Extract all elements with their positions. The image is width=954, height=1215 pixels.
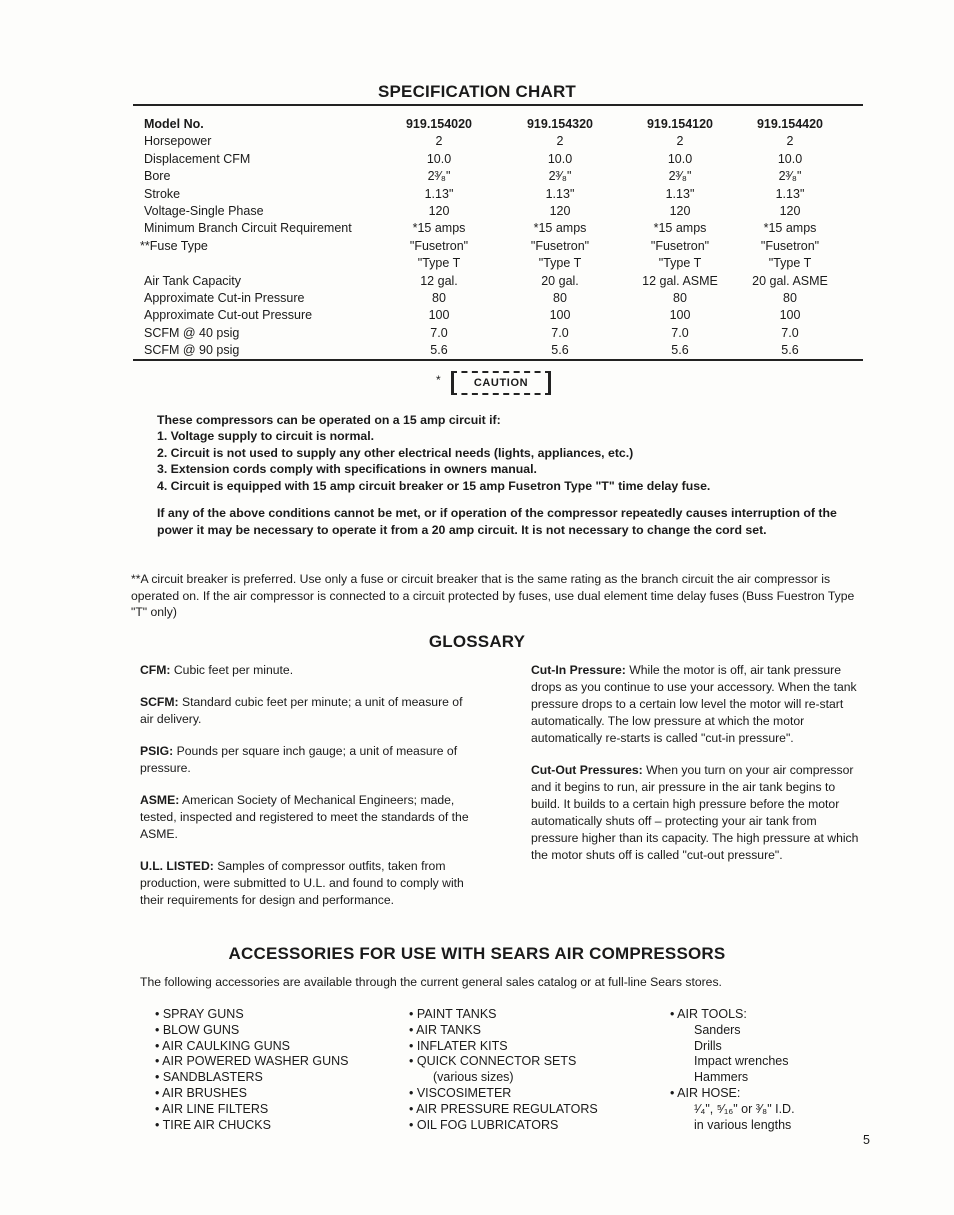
- spec-value: "Fusetron": [530, 238, 590, 253]
- spec-row: [140, 220, 844, 237]
- caution-conditions-list: [157, 428, 710, 494]
- accessory-subitem: Drills: [694, 1038, 722, 1053]
- glossary-entry: [140, 792, 470, 843]
- spec-value: 120: [549, 204, 571, 219]
- accessory-item: • TIRE AIR CHUCKS: [155, 1117, 271, 1132]
- accessories-column: [409, 1007, 598, 1133]
- spec-value: 10.0: [777, 151, 803, 166]
- spec-table: [140, 116, 844, 360]
- spec-value: 7.0: [781, 325, 799, 340]
- glossary-definition: Samples of compressor outfits, taken from production, were submitted to U.L. and found to comply with their requirements for design and performance.: [140, 859, 464, 907]
- spec-value: *15 amps: [763, 221, 817, 236]
- caution-condition: 3. Extension cords comply with specifications in owners manual.: [157, 462, 537, 476]
- spec-value: 5.6: [671, 343, 689, 358]
- caution-label-box: CAUTION: [451, 371, 551, 395]
- spec-row: [140, 273, 844, 290]
- spec-row-label: SCFM @ 90 psig: [144, 343, 240, 358]
- glossary-entry: [140, 662, 470, 679]
- accessories-column: [670, 1007, 795, 1133]
- accessory-item: • AIR CAULKING GUNS: [155, 1038, 290, 1053]
- caution-condition: 2. Circuit is not used to supply any other electrical needs (lights, appliances, etc.): [157, 445, 634, 460]
- accessory-item: • AIR POWERED WASHER GUNS: [155, 1054, 349, 1069]
- spec-value: "Type T: [658, 256, 702, 271]
- spec-value: 120: [779, 204, 801, 219]
- glossary-term: Cut-In Pressure:: [531, 663, 626, 677]
- glossary-term: PSIG:: [140, 744, 174, 758]
- glossary-right-column: [531, 662, 863, 879]
- spec-bottom-rule: [133, 359, 863, 361]
- accessory-subitem: Sanders: [694, 1022, 741, 1037]
- spec-value: "Fusetron": [650, 238, 710, 253]
- spec-value: 2³⁄₈": [548, 169, 572, 184]
- spec-value: "Type T: [417, 256, 461, 271]
- accessory-item: • INFLATER KITS: [409, 1038, 508, 1053]
- spec-value: 80: [783, 291, 797, 306]
- accessory-item: • QUICK CONNECTOR SETS: [409, 1054, 577, 1069]
- spec-value: "Fusetron": [760, 238, 820, 253]
- accessory-subitem: (various sizes): [433, 1070, 514, 1085]
- spec-row: [140, 203, 844, 220]
- spec-row: [140, 342, 844, 359]
- spec-value: 12 gal.: [420, 273, 458, 288]
- spec-row: [140, 238, 844, 255]
- accessories-column: [155, 1007, 349, 1133]
- spec-value: 10.0: [547, 151, 573, 166]
- accessories-intro: The following accessories are available through the current general sales catalog or at full-line Sears stores.: [140, 975, 722, 989]
- spec-row-label: Voltage-Single Phase: [144, 204, 264, 219]
- spec-value: 10.0: [426, 151, 452, 166]
- glossary-title: GLOSSARY: [428, 632, 526, 651]
- glossary-definition: Cubic feet per minute.: [173, 663, 294, 677]
- spec-row: [140, 168, 844, 185]
- glossary-entry: [531, 662, 863, 747]
- spec-value: 120: [428, 204, 450, 219]
- spec-row-label: Bore: [144, 169, 171, 184]
- spec-value: 7.0: [551, 325, 569, 340]
- glossary-definition: Pounds per square inch gauge; a unit of measure of pressure.: [140, 744, 458, 775]
- spec-value: 2³⁄₈": [778, 169, 802, 184]
- spec-row: [140, 255, 844, 272]
- spec-row: [140, 186, 844, 203]
- spec-value: 1.13": [775, 186, 805, 201]
- spec-row: [140, 133, 844, 150]
- spec-value: "Type T: [538, 256, 582, 271]
- glossary-entry: [531, 762, 863, 864]
- spec-header-row: [140, 116, 844, 133]
- spec-value: 80: [673, 291, 687, 306]
- spec-value: 2: [435, 134, 443, 149]
- spec-row-label: Stroke: [144, 186, 181, 201]
- accessory-item: • BLOW GUNS: [155, 1022, 240, 1037]
- spec-row-label: Approximate Cut-in Pressure: [144, 291, 305, 306]
- accessory-subitem: Impact wrenches: [694, 1054, 789, 1069]
- accessory-item: • SANDBLASTERS: [155, 1070, 263, 1085]
- spec-value: *15 amps: [412, 221, 466, 236]
- glossary-term: U.L. LISTED:: [140, 859, 214, 873]
- spec-value: 100: [669, 308, 691, 323]
- spec-row: [140, 325, 844, 342]
- glossary-entry: [140, 743, 470, 777]
- spec-value: 1.13": [665, 186, 695, 201]
- spec-row-label: [140, 255, 382, 272]
- caution-warning: If any of the above conditions cannot be met, or if operation of the compressor repeatedly causes interruption of the power it may be necessary to operate it from a 20 amp circuit. It is not necessary to change the cord set.: [157, 506, 837, 537]
- spec-value: *15 amps: [653, 221, 707, 236]
- accessory-subitem: ¹⁄₄", ⁵⁄₁₆" or ³⁄₈" I.D.: [694, 1101, 795, 1116]
- glossary-term: ASME:: [140, 793, 180, 807]
- accessory-item: • AIR LINE FILTERS: [155, 1101, 269, 1116]
- spec-row-label: Horsepower: [144, 134, 212, 149]
- accessory-subitem: Hammers: [694, 1070, 749, 1085]
- spec-value: 2: [556, 134, 564, 149]
- model-column-header: 919.154320: [526, 117, 594, 131]
- spec-row-label: **Fuse Type: [140, 238, 208, 253]
- spec-row: [140, 151, 844, 168]
- spec-value: 20 gal.: [541, 273, 579, 288]
- glossary-term: CFM:: [140, 663, 171, 677]
- spec-value: 80: [432, 291, 446, 306]
- accessory-subitem: in various lengths: [694, 1117, 792, 1132]
- spec-value: 2³⁄₈": [668, 169, 692, 184]
- model-no-label: Model No.: [144, 117, 204, 131]
- accessory-item: • PAINT TANKS: [409, 1007, 497, 1021]
- spec-value: 5.6: [781, 343, 799, 358]
- spec-row-label: Displacement CFM: [144, 151, 251, 166]
- spec-row-label: Minimum Branch Circuit Requirement: [144, 221, 352, 236]
- glossary-term: Cut-Out Pressures:: [531, 763, 643, 777]
- caution-asterisk: *: [436, 373, 441, 387]
- accessories-title: ACCESSORIES FOR USE WITH SEARS AIR COMPRESSORS: [228, 944, 726, 963]
- spec-value: 10.0: [667, 151, 693, 166]
- spec-value: 1.13": [424, 186, 454, 201]
- fuse-footnote: **A circuit breaker is preferred. Use only a fuse or circuit breaker that is the same rating as the branch circuit the air compressor is operated on. If the air compressor is connected to a circuit protected by fuses, use dual element time delay fuses (Buss Fuestron Type "T" only): [131, 572, 855, 619]
- accessory-item: • AIR BRUSHES: [155, 1085, 247, 1100]
- accessory-item: • AIR TANKS: [409, 1022, 481, 1037]
- model-column-header: 919.154420: [756, 117, 824, 131]
- caution-intro: These compressors can be operated on a 15 amp circuit if:: [157, 413, 501, 427]
- glossary-definition: American Society of Mechanical Engineers; made, tested, inspected and registered to meet the standards of the ASME.: [140, 793, 469, 841]
- spec-value: 2³⁄₈": [427, 169, 451, 184]
- accessory-item: • AIR TOOLS:: [670, 1007, 747, 1021]
- page-number: 5: [863, 1133, 870, 1147]
- spec-row-label: Air Tank Capacity: [144, 273, 242, 288]
- spec-value: 20 gal. ASME: [752, 273, 828, 288]
- caution-condition: 4. Circuit is equipped with 15 amp circuit breaker or 15 amp Fusetron Type "T" time delay fuse.: [157, 478, 711, 493]
- spec-value: 100: [779, 308, 801, 323]
- spec-value: 1.13": [545, 186, 575, 201]
- accessory-item: • SPRAY GUNS: [155, 1007, 244, 1021]
- accessory-item: • AIR HOSE:: [670, 1085, 741, 1100]
- spec-value: 100: [428, 308, 450, 323]
- glossary-left-column: [140, 662, 470, 924]
- spec-top-rule: [133, 104, 863, 106]
- glossary-definition: While the motor is off, air tank pressure drops as you continue to use your accessory. When the tank pressure drops to a certain low level the motor will re-start automatically. The low pressure at which the motor automatically re-starts is called "cut-in pressure".: [531, 663, 857, 745]
- spec-value: 5.6: [551, 343, 569, 358]
- spec-value: "Fusetron": [409, 238, 469, 253]
- spec-value: *15 amps: [533, 221, 587, 236]
- glossary-entry: [140, 858, 470, 909]
- spec-row: [140, 290, 844, 307]
- spec-chart-title: SPECIFICATION CHART: [377, 82, 577, 101]
- model-column-header: 919.154020: [405, 117, 473, 131]
- spec-value: 2: [676, 134, 684, 149]
- caution-condition: 1. Voltage supply to circuit is normal.: [157, 429, 375, 443]
- spec-row-label: SCFM @ 40 psig: [144, 325, 240, 340]
- spec-value: 7.0: [430, 325, 448, 340]
- glossary-definition: Standard cubic feet per minute; a unit of measure of air delivery.: [140, 695, 463, 726]
- model-column-header: 919.154120: [646, 117, 714, 131]
- spec-value: 12 gal. ASME: [642, 273, 718, 288]
- spec-value: 5.6: [430, 343, 448, 358]
- glossary-entry: [140, 694, 470, 728]
- accessory-item: • OIL FOG LUBRICATORS: [409, 1117, 559, 1132]
- spec-value: 2: [786, 134, 794, 149]
- accessory-item: • VISCOSIMETER: [409, 1085, 512, 1100]
- spec-row-label: Approximate Cut-out Pressure: [144, 308, 313, 323]
- spec-value: 7.0: [671, 325, 689, 340]
- spec-value: 100: [549, 308, 571, 323]
- spec-value: 80: [553, 291, 567, 306]
- spec-value: 120: [669, 204, 691, 219]
- glossary-term: SCFM:: [140, 695, 179, 709]
- spec-value: "Type T: [768, 256, 812, 271]
- glossary-definition: When you turn on your air compressor and it begins to run, air pressure in the air tank begins to build. It builds to a certain high pressure before the motor automatically shuts off – protecting your air tank from pressure higher than its capacity. The high pressure at which the motor shuts off is called "cut-out pressure".: [531, 763, 859, 862]
- spec-table-body: [140, 133, 844, 359]
- spec-row: [140, 307, 844, 324]
- accessory-item: • AIR PRESSURE REGULATORS: [409, 1101, 598, 1116]
